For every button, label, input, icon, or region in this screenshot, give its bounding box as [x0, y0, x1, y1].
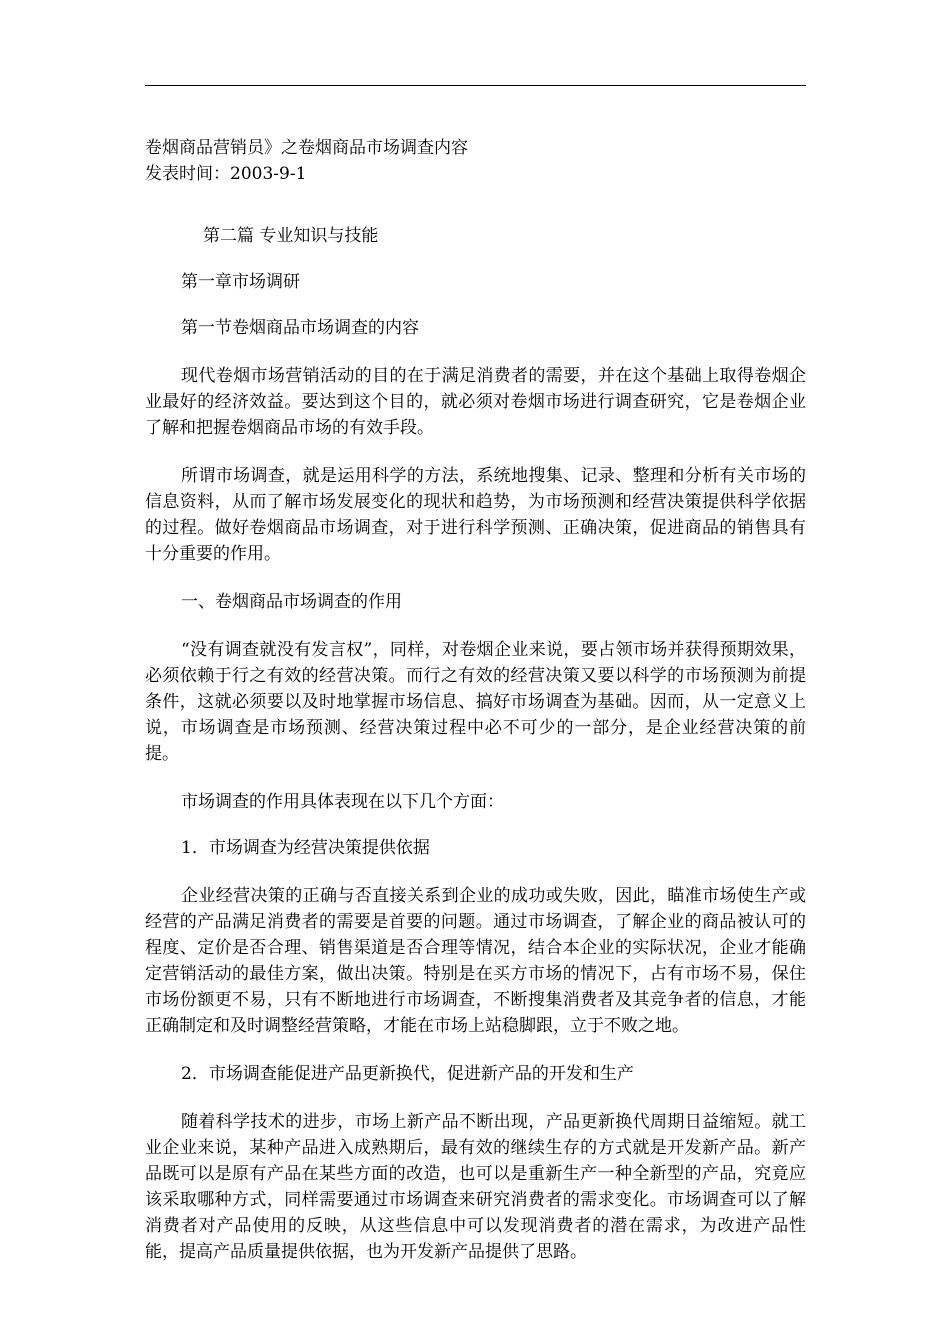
heading-1: 一、卷烟商品市场调查的作用 [181, 592, 402, 612]
paragraph-6: 随着科学技术的进步，市场上新产品不断出现，产品更新换代周期日益缩短。就工业企业来说，某种产品进入成熟期后，最有效的继续生存的方式就是开发新产品。新产品既可以是原有产品在某些方面的改造，也可以是重新生产一种全新型的产品，究竟应该采取哪种方式，同样需要通过市场调查来研究消费者的需求变化。市场调查可以了解消费者对产品使用的反映，从这些信息中可以发现消费者的潜在需求，为改进产品性能，提高产品质量提供依据，也为开发新产品提供了思路。 [145, 1112, 806, 1262]
item-2-title: 2．市场调查能促进产品更新换代，促进新产品的开发和生产 [181, 1064, 634, 1084]
paragraph-2: 所谓市场调查，就是运用科学的方法，系统地搜集、记录、整理和分析有关市场的信息资料，从而了解市场发展变化的现状和趋势，为市场预测和经营决策提供科学依据的过程。做好卷烟商品市场调查，对于进行科学预测、正确决策，促进商品的销售具有十分重要的作用。 [145, 466, 806, 564]
document-title: 卷烟商品营销员》之卷烟商品市场调查内容 [145, 138, 468, 158]
chapter-title: 第一章市场调研 [181, 272, 300, 292]
paragraph-1: 现代卷烟市场营销活动的目的在于满足消费者的需要，并在这个基础上取得卷烟企业最好的经济效益。要达到这个目的，就必须对卷烟市场进行调查研究，它是卷烟企业了解和把握卷烟商品市场的有效手段。 [145, 366, 806, 438]
header-rule [145, 85, 806, 86]
publish-date: 发表时间：2003-9-1 [145, 164, 307, 184]
document-body [145, 135, 806, 1265]
paragraph-4: 市场调查的作用具体表现在以下几个方面： [181, 792, 504, 812]
part-title: 第二篇 专业知识与技能 [203, 226, 379, 246]
paragraph-3: “没有调查就没有发言权”，同样，对卷烟企业来说，要占领市场并获得预期效果，必须依赖于行之有效的经营决策。而行之有效的经营决策又要以科学的市场预测为前提条件，这就必须要以及时地掌握市场信息、搞好市场调查为基础。因而，从一定意义上说，市场调查是市场预测、经营决策过程中必不可少的一部分，是企业经营决策的前提。 [145, 640, 806, 764]
section-title: 第一节卷烟商品市场调查的内容 [181, 318, 419, 338]
item-1-title: 1．市场调查为经营决策提供依据 [181, 838, 430, 858]
paragraph-5: 企业经营决策的正确与否直接关系到企业的成功或失败，因此，瞄准市场使生产或经营的产品满足消费者的需要是首要的问题。通过市场调查，了解企业的商品被认可的程度、定价是否合理、销售渠道是否合理等情况，结合本企业的实际状况，企业才能确定营销活动的最佳方案，做出决策。特别是在买方市场的情况下，占有市场不易，保住市场份额更不易，只有不断地进行市场调查，不断搜集消费者及其竞争者的信息，才能正确制定和及时调整经营策略，才能在市场上站稳脚跟，立于不败之地。 [145, 886, 806, 1036]
